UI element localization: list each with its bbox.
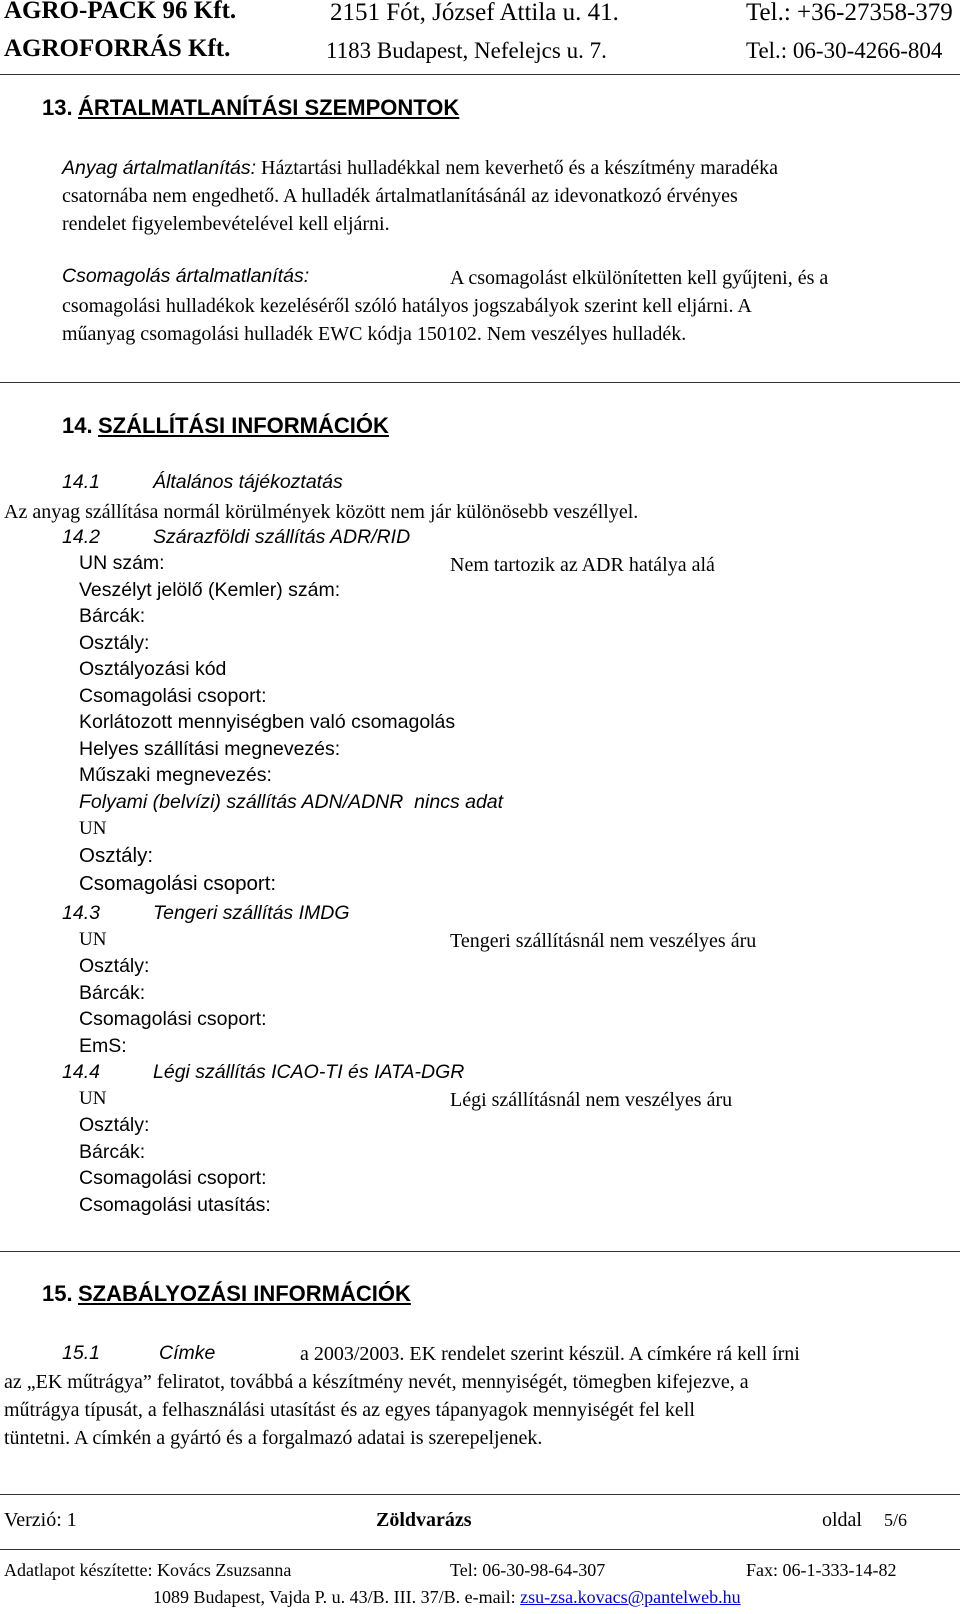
disposal-material-text-3: rendelet figyelembevételével kell eljárni. xyxy=(62,213,390,235)
footer-top-divider xyxy=(0,1494,960,1495)
disposal-packaging-text-3: műanyag csomagolási hulladék EWC kódja 150102. Nem veszélyes hulladék. xyxy=(62,323,687,345)
footer-page-label: oldal xyxy=(822,1509,862,1531)
adr-shipping-name-label: Helyes szállítási megnevezés: xyxy=(79,738,341,760)
subsection-14-1-number: 14.1 xyxy=(62,471,100,493)
subsection-14-3-title: Tengeri szállítás IMDG xyxy=(153,902,350,924)
footer-phone: Tel: 06-30-98-64-307 xyxy=(450,1560,606,1580)
footer-address: 1089 Budapest, Vajda P. u. 43/B. III. 37/B. e-mail: xyxy=(153,1587,521,1607)
disposal-packaging-text-2: csomagolási hulladékok kezeléséről szóló hatályos jogszabályok szerint kell eljárni. A xyxy=(62,295,752,317)
header-address-1: 2151 Fót, József Attila u. 41. xyxy=(330,0,619,26)
disposal-material-text-2: csatornába nem engedhető. A hulladék ártalmatlanításánál az idevonatkozó érvényes xyxy=(62,185,738,207)
imdg-packing-group-label: Csomagolási csoport: xyxy=(79,1008,267,1030)
label-regulation-text-3: műtrágya típusát, a felhasználási utasítást és az egyes tápanyagok mennyiségét fel kell xyxy=(4,1399,695,1421)
adr-technical-name-label: Műszaki megnevezés: xyxy=(79,764,272,786)
footer-version: Verzió: 1 xyxy=(4,1509,77,1531)
section-14-heading xyxy=(62,413,389,439)
adr-un-number-label: UN szám: xyxy=(79,552,165,574)
disposal-material-text-1: Háztartási hulladékkal nem keverhető és a készítmény maradéka xyxy=(256,157,779,179)
footer-email-link[interactable]: zsu-zsa.kovacs@pantelweb.hu xyxy=(520,1587,741,1607)
air-packing-instruction-label: Csomagolási utasítás: xyxy=(79,1194,271,1216)
disposal-material-line-1 xyxy=(62,154,778,182)
imdg-ems-label: EmS: xyxy=(79,1035,127,1057)
general-transport-info: Az anyag szállítása normál körülmények között nem jár különösebb veszéllyel. xyxy=(4,501,639,523)
subsection-15-1-title: Címke xyxy=(159,1342,216,1364)
label-regulation-text-1: a 2003/2003. EK rendelet szerint készül. A címkére rá kell írni xyxy=(300,1343,800,1365)
air-labels-label: Bárcák: xyxy=(79,1141,146,1163)
header-phone-2: Tel.: 06-30-4266-804 xyxy=(746,38,943,63)
imdg-labels-label: Bárcák: xyxy=(79,982,146,1004)
header-divider xyxy=(0,74,960,75)
air-un-value: Légi szállításnál nem veszélyes áru xyxy=(450,1089,733,1111)
label-regulation-text-4: tüntetni. A címkén a gyártó és a forgalmazó adatai is szerepeljenek. xyxy=(4,1427,543,1449)
adr-labels-label: Bárcák: xyxy=(79,605,146,627)
adr-kemler-label: Veszélyt jelölő (Kemler) szám: xyxy=(79,579,341,601)
air-packing-group-label: Csomagolási csoport: xyxy=(79,1167,267,1189)
footer-bottom-divider xyxy=(0,1549,960,1550)
header-company-2: AGROFORRÁS Kft. xyxy=(4,35,231,62)
subsection-15-1-number: 15.1 xyxy=(62,1342,100,1364)
adr-un-number-value: Nem tartozik az ADR hatálya alá xyxy=(450,554,715,576)
section-13-divider xyxy=(0,382,960,383)
section-15-title: SZABÁLYOZÁSI INFORMÁCIÓK xyxy=(78,1281,411,1306)
adr-class-label: Osztály: xyxy=(79,632,150,654)
section-13-heading xyxy=(42,95,459,121)
adr-classification-code-label: Osztályozási kód xyxy=(79,658,227,680)
air-un-label: UN xyxy=(79,1088,107,1109)
subsection-14-4-number: 14.4 xyxy=(62,1061,100,1083)
footer-author: Adatlapot készítette: Kovács Zsuzsanna xyxy=(4,1560,292,1580)
footer-fax: Fax: 06-1-333-14-82 xyxy=(746,1560,897,1580)
adn-class-label: Osztály: xyxy=(79,844,154,867)
subsection-14-4-title: Légi szállítás ICAO-TI és IATA-DGR xyxy=(153,1061,465,1083)
label-regulation-text-2: az „EK műtrágya” feliratot, továbbá a készítmény nevét, mennyiségét, tömegben kifejezve, a xyxy=(4,1371,749,1393)
subsection-14-3-number: 14.3 xyxy=(62,902,100,924)
section-15-heading xyxy=(42,1281,411,1307)
air-class-label: Osztály: xyxy=(79,1114,150,1136)
subsection-14-1-title: Általános tájékoztatás xyxy=(153,471,343,493)
imdg-un-label: UN xyxy=(79,929,107,950)
adr-packing-group-label: Csomagolási csoport: xyxy=(79,685,267,707)
section-14-title: SZÁLLÍTÁSI INFORMÁCIÓK xyxy=(98,413,389,438)
adn-packing-group-label: Csomagolási csoport: xyxy=(79,872,277,895)
adn-un-label: UN xyxy=(79,818,107,839)
disposal-packaging-text-1: A csomagolást elkülönítetten kell gyűjteni, és a xyxy=(450,267,829,289)
section-14-divider xyxy=(0,1251,960,1252)
adn-inland-transport-heading: Folyami (belvízi) szállítás ADN/ADNR nincs adat xyxy=(79,791,504,813)
header-company-1: AGRO-PACK 96 Kft. xyxy=(4,0,237,24)
disposal-packaging-label: Csomagolás ártalmatlanítás: xyxy=(62,265,310,287)
subsection-14-2-number: 14.2 xyxy=(62,526,100,548)
header-address-2: 1183 Budapest, Nefelejcs u. 7. xyxy=(326,38,607,63)
footer-address-line xyxy=(153,1587,741,1608)
section-15-number: 15. xyxy=(42,1281,73,1306)
imdg-un-value: Tengeri szállításnál nem veszélyes áru xyxy=(450,930,757,952)
footer-product-name: Zöldvarázs xyxy=(376,1509,472,1531)
header-phone-1: Tel.: +36-27358-379 xyxy=(746,0,953,26)
adr-limited-quantity-label: Korlátozott mennyiségben való csomagolás xyxy=(79,711,456,733)
section-13-number: 13. xyxy=(42,95,73,120)
disposal-material-label: Anyag ártalmatlanítás: xyxy=(62,157,257,179)
section-14-number: 14. xyxy=(62,413,93,438)
subsection-14-2-title: Szárazföldi szállítás ADR/RID xyxy=(153,526,411,548)
imdg-class-label: Osztály: xyxy=(79,955,150,977)
section-13-title: ÁRTALMATLANÍTÁSI SZEMPONTOK xyxy=(78,95,460,120)
footer-page-number: 5/6 xyxy=(884,1510,908,1530)
